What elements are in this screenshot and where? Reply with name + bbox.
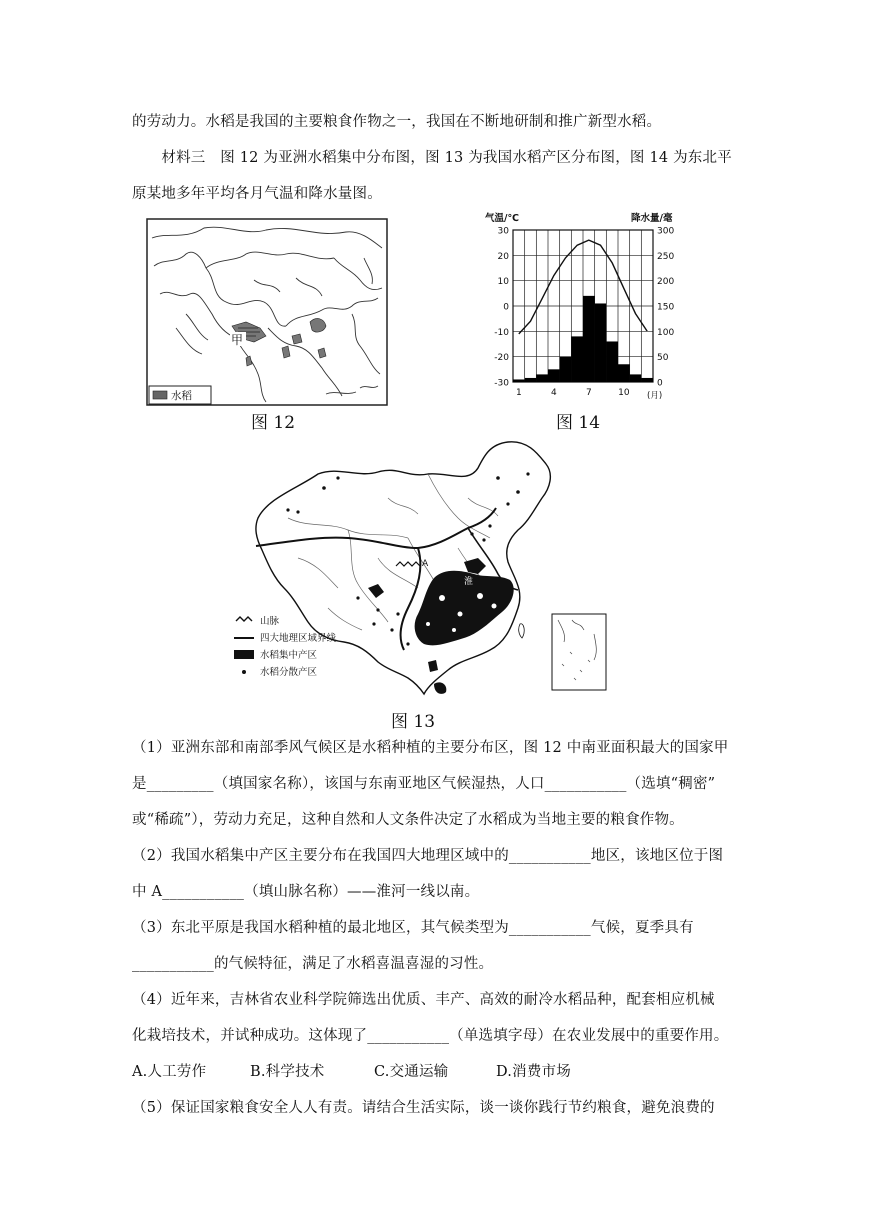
label-a: A	[422, 559, 429, 569]
precipitation-bar	[618, 364, 630, 382]
question-4-options	[132, 1062, 732, 1082]
precipitation-bar	[641, 378, 653, 382]
precipitation-bar	[595, 303, 607, 382]
precipitation-bar	[606, 341, 618, 382]
precipitation-bar	[548, 369, 560, 382]
precipitation-bar	[630, 374, 642, 382]
legend-rice: 水稻	[171, 390, 192, 402]
y-left-label: 气温/℃	[485, 213, 519, 224]
option-b: B.科学技术	[250, 1064, 325, 1080]
figure-14-caption: 图 14	[556, 413, 601, 433]
legend-region-boundary: 四大地理区域界线	[260, 633, 337, 644]
option-a: A.人工劳作	[132, 1064, 207, 1080]
question-5-line-1: （5）保证国家粮食安全人人有责。请结合生活实际，谈一谈你践行节约粮食，避免浪费的	[132, 1100, 715, 1116]
y-right-tick-label: 200	[657, 277, 675, 288]
y-right-tick-label: 250	[657, 251, 675, 262]
legend-mountain: 山脉	[260, 616, 280, 627]
y-left-tick-label: -30	[494, 378, 509, 389]
legend-rice-scattered: 水稻分散产区	[260, 667, 318, 678]
question-1-line-3: 或“稀疏”），劳动力充足，这种自然和人文条件决定了水稻成为当地主要的粮食作物。	[132, 812, 684, 828]
question-1-line-1: （1）亚洲东部和南部季风气候区是水稻种植的主要分布区，图 12 中南亚面积最大的国家甲	[132, 740, 729, 756]
marker-jia: 甲	[231, 333, 244, 347]
y-right-tick-label: 50	[657, 353, 669, 364]
y-left-tick-label: 10	[497, 277, 509, 288]
y-right-tick-label: 100	[657, 327, 675, 338]
y-right-tick-label: 0	[657, 378, 663, 389]
y-right-label: 降水量/毫	[631, 213, 673, 224]
y-left-tick-label: 20	[497, 251, 509, 262]
precipitation-bar	[536, 374, 548, 382]
x-unit-label: (月)	[647, 391, 663, 401]
question-1-line-2: 是_________（填国家名称），该国与东南亚地区气候湿热，人口___________（选填“稠密”	[132, 776, 716, 792]
figure-13-china-map	[228, 438, 628, 700]
y-left-tick-label: 0	[503, 302, 509, 313]
question-3-line-2: ___________的气候特征，满足了水稻喜温喜湿的习性。	[132, 956, 494, 972]
question-2-line-1: （2）我国水稻集中产区主要分布在我国四大地理区域中的___________地区，该地区位于图	[132, 848, 724, 864]
precipitation-bar	[583, 296, 595, 382]
y-right-tick-label: 150	[657, 302, 675, 313]
figure-12-caption: 图 12	[251, 413, 296, 433]
question-2-line-2: 中 A___________（填山脉名称）——淮河一线以南。	[132, 884, 480, 900]
precipitation-bar	[525, 378, 537, 382]
y-left-tick-label: -20	[494, 353, 509, 364]
x-tick-label: 1	[515, 388, 522, 398]
y-left-tick-label: 30	[497, 226, 509, 237]
label-huai: 淮	[464, 577, 474, 587]
question-3-line-1: （3）东北平原是我国水稻种植的最北地区，其气候类型为___________气候，夏季具有	[132, 920, 694, 936]
precipitation-bar	[560, 357, 572, 382]
y-right-tick-label: 300	[657, 226, 675, 237]
text-line: 原某地多年平均各月气温和降水量图。	[132, 186, 382, 202]
y-left-tick-label: -10	[494, 327, 509, 338]
question-4-line-1: （4）近年来，吉林省农业科学院筛选出优质、丰产、高效的耐冷水稻品种，配套相应机械	[132, 992, 715, 1008]
option-d: D.消费市场	[496, 1064, 571, 1080]
precipitation-bar	[513, 379, 525, 382]
question-4-line-2: 化栽培技术，并试种成功。这体现了___________（单选填字母）在农业发展中的重要作用。	[132, 1028, 729, 1044]
x-tick-label: 7	[585, 388, 592, 398]
text-line: 材料三 图 12 为亚洲水稻集中分布图，图 13 为我国水稻产区分布图，图 14 为东北平	[132, 150, 732, 166]
precipitation-bar	[571, 336, 583, 382]
figure-13-caption: 图 13	[391, 712, 436, 732]
figure-14-climate-chart	[483, 208, 683, 408]
option-c: C.交通运输	[374, 1064, 449, 1080]
legend-rice-concentrated: 水稻集中产区	[260, 650, 318, 661]
figure-12-asia-map	[146, 218, 388, 408]
text-line: 的劳动力。水稻是我国的主要粮食作物之一，我国在不断地研制和推广新型水稻。	[132, 114, 662, 130]
x-tick-label: 4	[550, 388, 557, 398]
x-tick-label: 10	[618, 388, 630, 398]
